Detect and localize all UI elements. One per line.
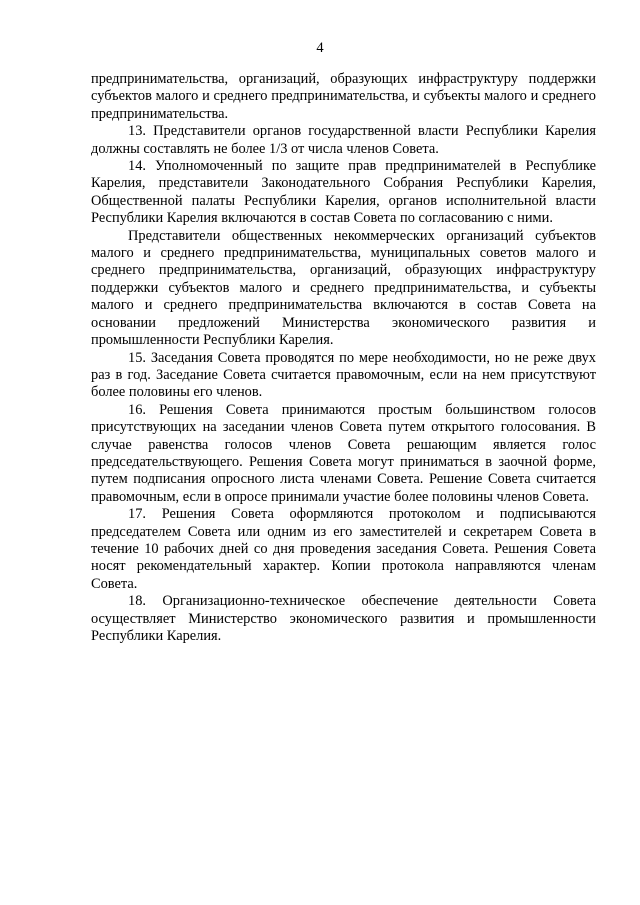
paragraph-15: 15. Заседания Совета проводятся по мере необходимости, но не реже двух раз в год. Заседание Совета считается правомочным, если на нем присутствуют более половины его членов. [91,349,596,401]
paragraph-continuation: предпринимательства, организаций, образующих инфраструктуру поддержки субъектов малого и среднего предпринимательства, и субъекты малого и среднего предпринимательства. [91,71,596,122]
paragraph-18: 18. Организационно-техническое обеспечение деятельности Совета осуществляет Министерство экономического развития и промышленности Республики Карелия. [91,593,596,644]
page-number: 4 [316,40,324,56]
document-body [91,71,596,645]
paragraph-14: 14. Уполномоченный по защите прав предпринимателей в Республике Карелия, представители Законодательного Собрания Республики Карелия, Общественной палаты Республики Карелия, органов исполнительной власти Республики Карелия включаются в состав Совета по согласованию с ними. [91,158,596,227]
paragraph-17: 17. Решения Совета оформляются протоколом и подписываются председателем Совета или одним из его заместителей и секретарем Совета в течение 10 рабочих дней со дня проведения заседания Совета. Решения Совета носят рекомендательный характер. Копии протокола направляются членам Совета. [91,506,596,592]
paragraph-16: 16. Решения Совета принимаются простым большинством голосов присутствующих на заседании членов Совета путем открытого голосования. В случае равенства голосов членов Совета решающим является голос председательствующего. Решения Совета могут приниматься в заочной форме, путем подписания опросного листа членами Совета. Решение Совета считается правомочным, если в опросе принимали участие более половины членов Совета. [91,401,596,505]
paragraph-14-representatives: Представители общественных некоммерческих организаций субъектов малого и среднего предпринимательства, муниципальных советов малого и среднего предпринимательства, организаций, образующих инфраструктуру поддержки субъектов малого и среднего предпринимательства, и субъекты малого и среднего предпринимательства включаются в состав Совета на основании предложений Министерства экономического развития и промышленности Республики Карелия. [91,227,596,349]
paragraph-13: 13. Представители органов государственной власти Республики Карелия должны составлять не более 1/3 от числа членов Совета. [91,123,596,157]
